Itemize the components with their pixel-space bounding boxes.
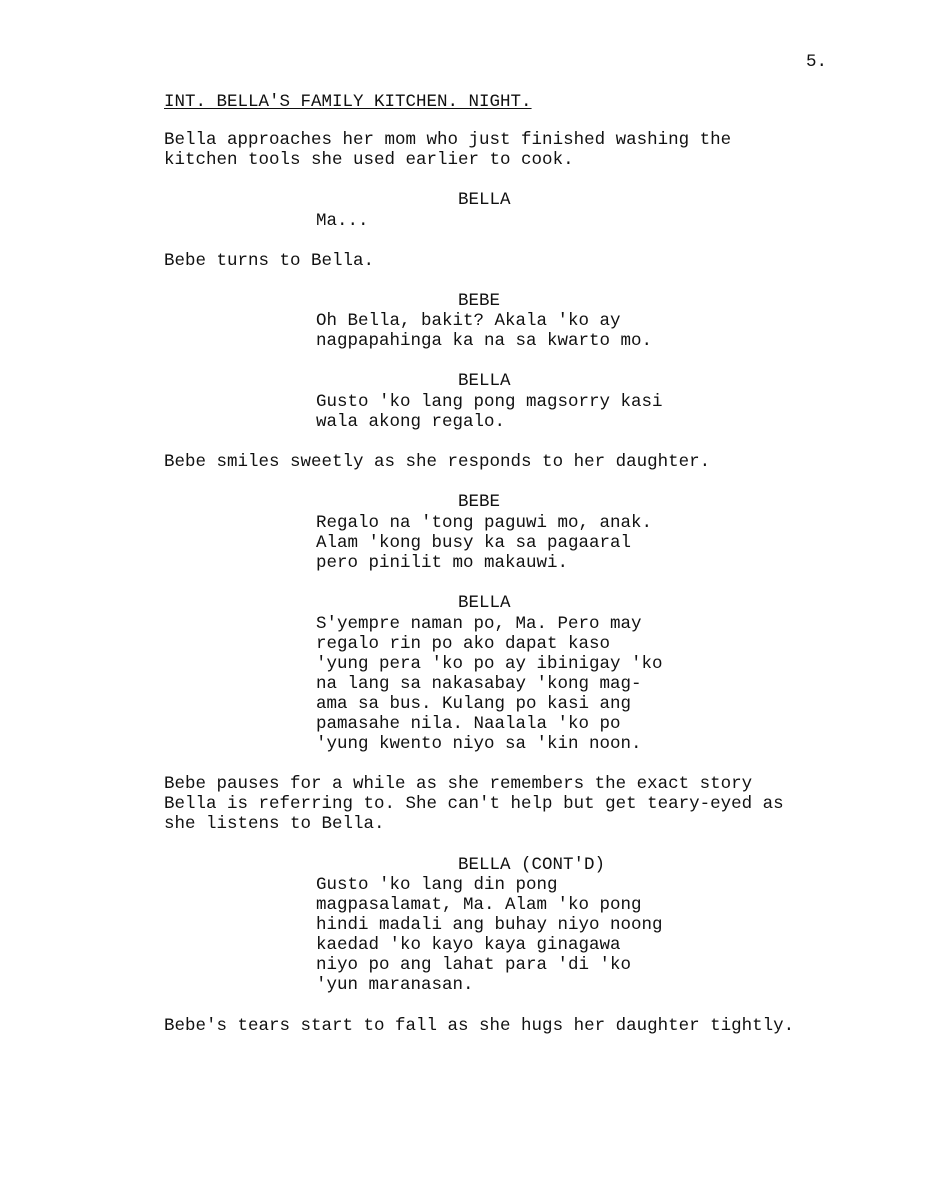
dialogue-line: niyo po ang lahat para 'di 'ko	[316, 955, 632, 975]
dialogue-line: Gusto 'ko lang din pong	[316, 875, 558, 895]
dialogue-line: Ma...	[316, 211, 369, 231]
character-name: BELLA	[458, 190, 511, 210]
dialogue-line: pamasahe nila. Naalala 'ko po	[316, 714, 621, 734]
dialogue-line: 'yun maranasan.	[316, 975, 474, 995]
dialogue-line: pero pinilit mo makauwi.	[316, 553, 569, 573]
scene-heading: INT. BELLA'S FAMILY KITCHEN. NIGHT.	[164, 92, 532, 112]
action-line: Bebe turns to Bella.	[164, 251, 375, 271]
character-name: BEBE	[458, 291, 501, 311]
dialogue-line: 'yung kwento niyo sa 'kin noon.	[316, 734, 642, 754]
action-line: Bella is referring to. She can't help but get teary-eyed as	[164, 794, 784, 814]
dialogue-line: wala akong regalo.	[316, 412, 506, 432]
dialogue-line: Alam 'kong busy ka sa pagaaral	[316, 533, 632, 553]
action-line: kitchen tools she used earlier to cook.	[164, 150, 574, 170]
dialogue-line: S'yempre naman po, Ma. Pero may	[316, 614, 642, 634]
action-line: Bebe's tears start to fall as she hugs her daughter tightly.	[164, 1016, 795, 1036]
character-name: BELLA	[458, 371, 511, 391]
dialogue-line: 'yung pera 'ko po ay ibinigay 'ko	[316, 654, 663, 674]
dialogue-line: nagpapahinga ka na sa kwarto mo.	[316, 331, 653, 351]
action-line: Bebe smiles sweetly as she responds to her daughter.	[164, 452, 711, 472]
dialogue-line: kaedad 'ko kayo kaya ginagawa	[316, 935, 621, 955]
action-line: Bebe pauses for a while as she remembers the exact story	[164, 774, 753, 794]
dialogue-line: Oh Bella, bakit? Akala 'ko ay	[316, 311, 621, 331]
action-line: she listens to Bella.	[164, 814, 385, 834]
dialogue-line: hindi madali ang buhay niyo noong	[316, 915, 663, 935]
dialogue-line: Regalo na 'tong paguwi mo, anak.	[316, 513, 653, 533]
page-number: 5.	[805, 52, 827, 72]
character-name: BELLA (CONT'D)	[458, 855, 606, 875]
character-name: BELLA	[458, 593, 511, 613]
dialogue-line: na lang sa nakasabay 'kong mag-	[316, 674, 642, 694]
character-name: BEBE	[458, 492, 501, 512]
dialogue-line: magpasalamat, Ma. Alam 'ko pong	[316, 895, 642, 915]
dialogue-line: regalo rin po ako dapat kaso	[316, 634, 611, 654]
action-line: Bella approaches her mom who just finished washing the	[164, 130, 732, 150]
dialogue-line: Gusto 'ko lang pong magsorry kasi	[316, 392, 663, 412]
dialogue-line: ama sa bus. Kulang po kasi ang	[316, 694, 632, 714]
